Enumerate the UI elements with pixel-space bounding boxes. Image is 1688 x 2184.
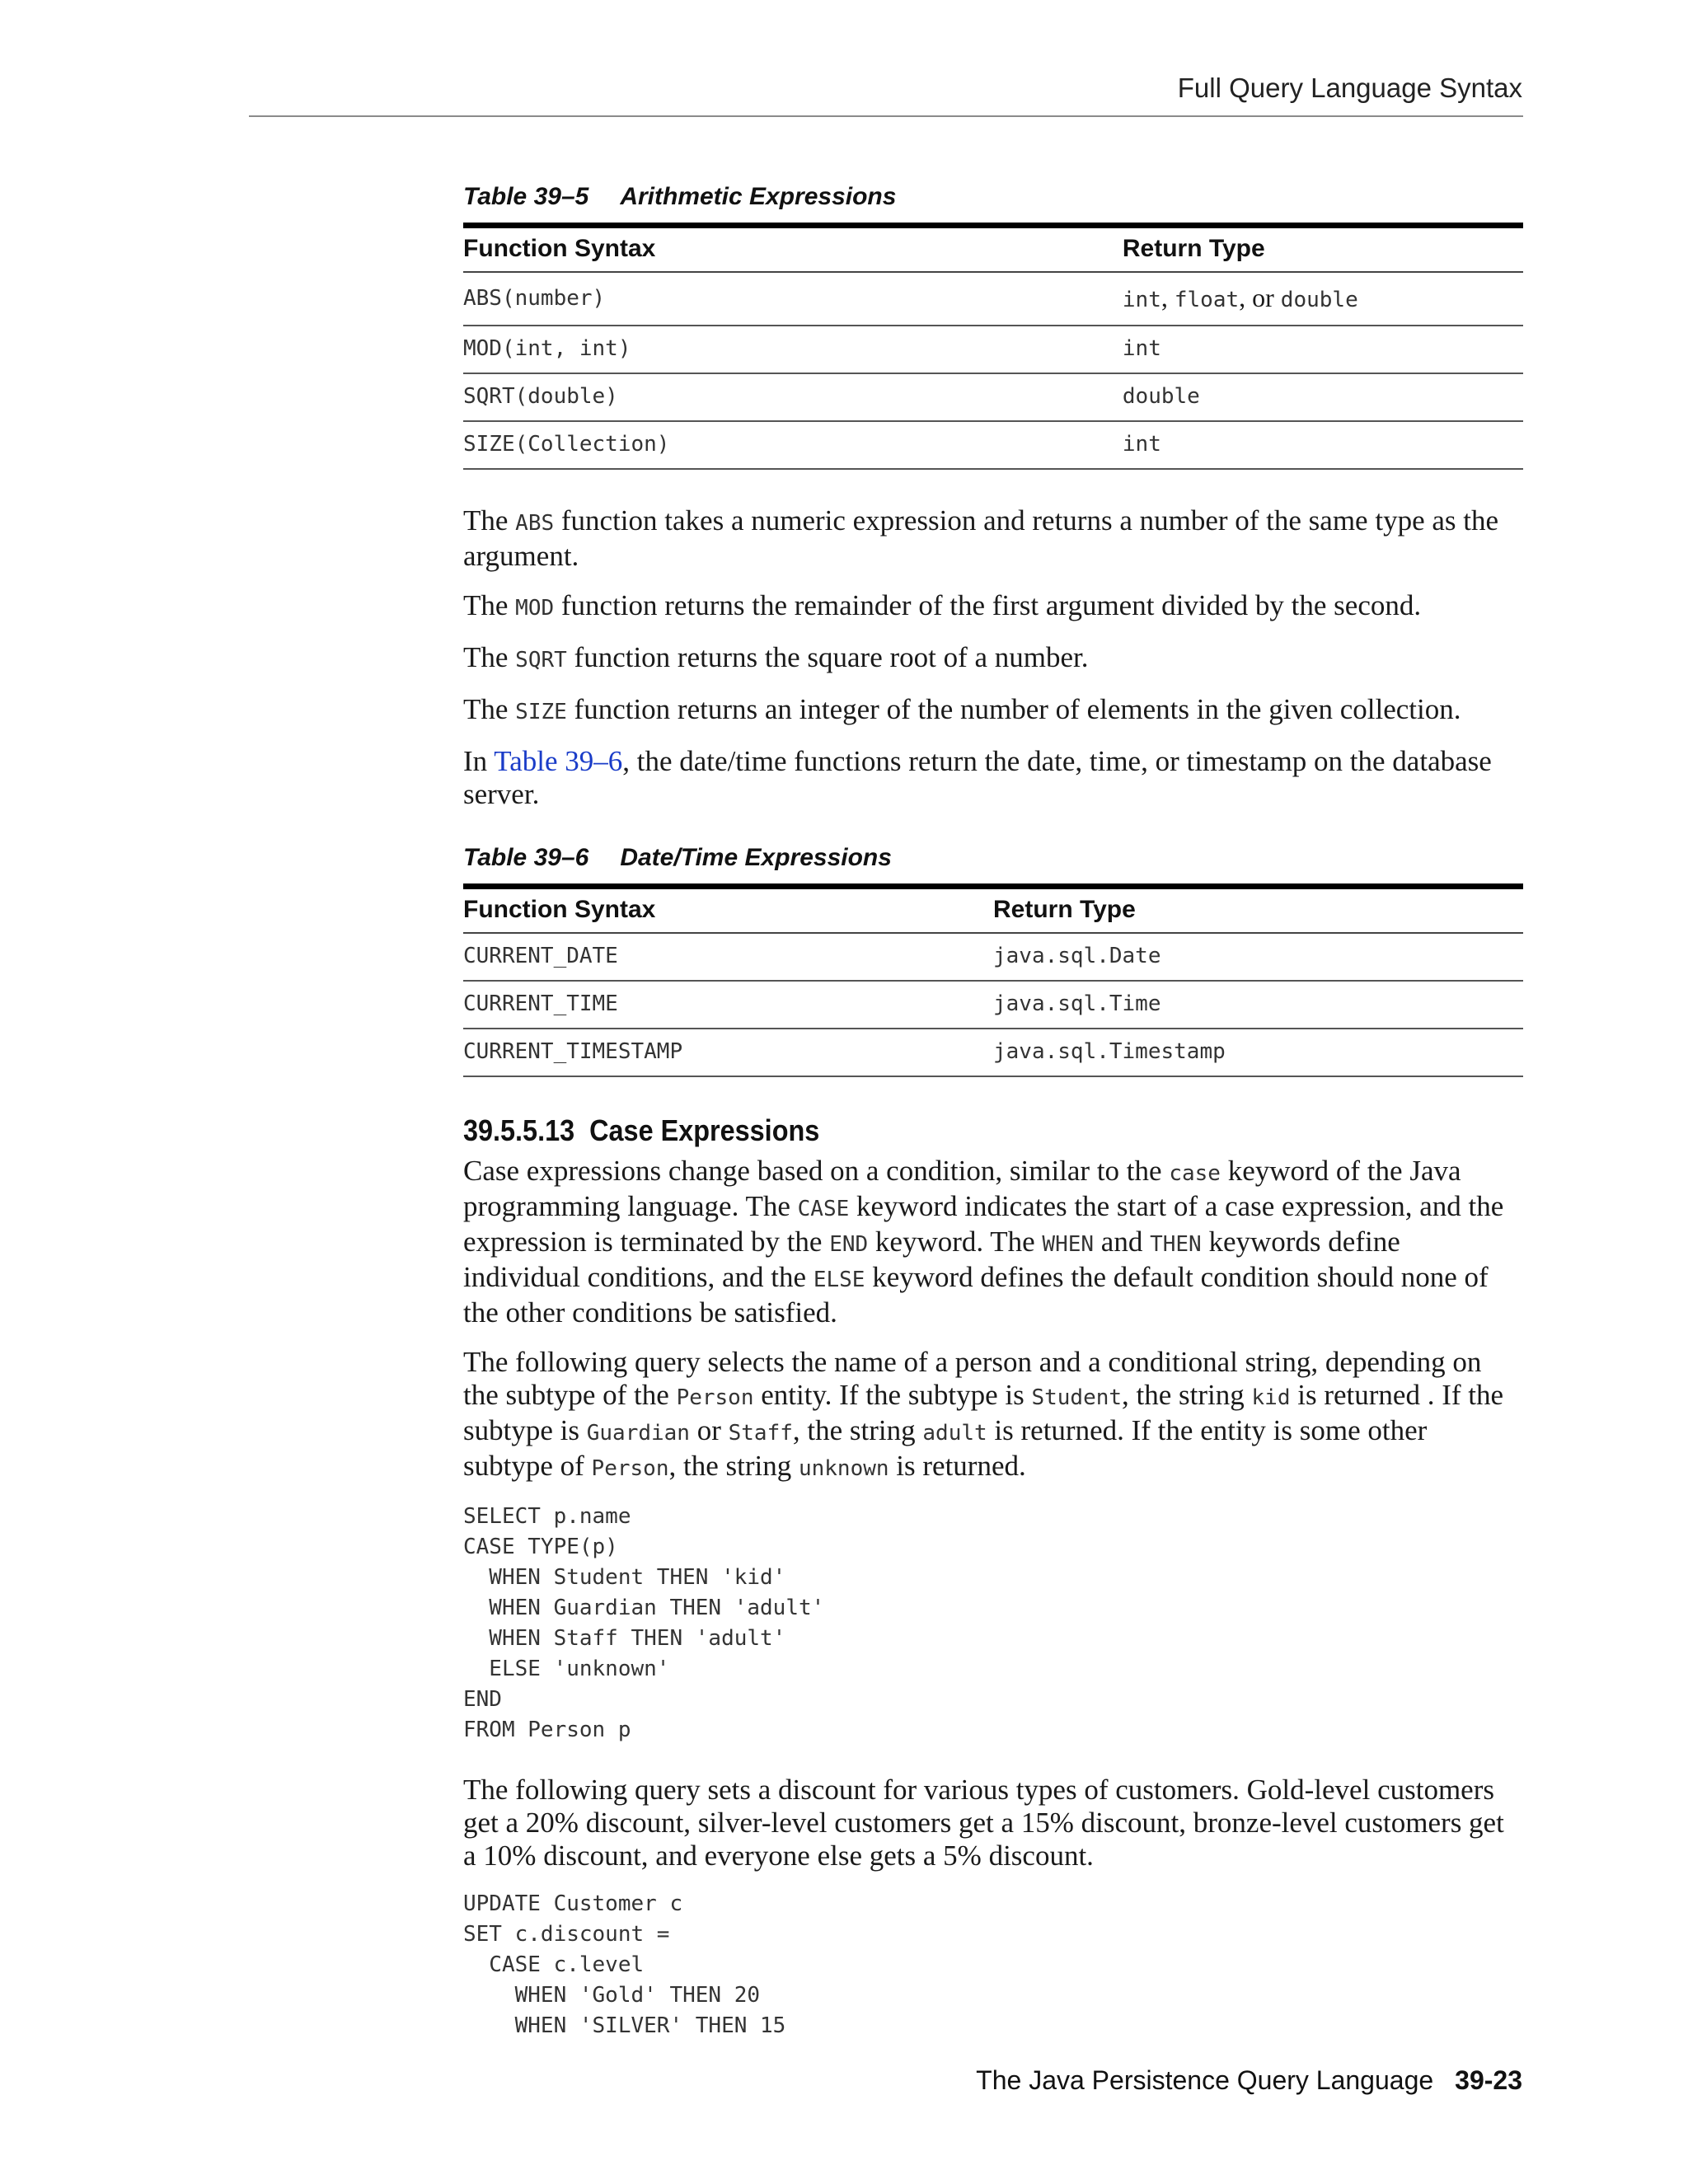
column-header-function-syntax: Function Syntax bbox=[463, 887, 993, 934]
text: is returned. If the entity is some other subtype of bbox=[463, 1414, 1428, 1482]
return-type-code: float bbox=[1174, 288, 1240, 312]
text: keyword of the Java programming language. The bbox=[463, 1155, 1461, 1222]
arithmetic-expressions-table bbox=[463, 223, 1523, 470]
running-header: Full Query Language Syntax bbox=[1177, 73, 1522, 103]
text: The following query selects the name of a person and a conditional string, depending on the subtype of the bbox=[463, 1346, 1482, 1411]
return-type-cell bbox=[1123, 272, 1523, 326]
table-row bbox=[463, 933, 1523, 981]
text: keyword indicates the start of a case expression, and the expression is terminated by the bbox=[463, 1190, 1504, 1258]
page-number: 39-23 bbox=[1455, 2065, 1522, 2095]
return-type-cell: java.sql.Timestamp bbox=[993, 1029, 1523, 1076]
table-row bbox=[463, 326, 1523, 373]
section-heading bbox=[463, 1113, 1417, 1148]
inline-code: Guardian bbox=[586, 1421, 690, 1446]
syntax-cell: CURRENT_DATE bbox=[463, 933, 993, 981]
text: , the string bbox=[792, 1414, 923, 1446]
header-rule bbox=[249, 115, 1523, 117]
return-type-cell: double bbox=[1123, 373, 1523, 421]
table-row bbox=[463, 373, 1523, 421]
page-content bbox=[463, 183, 1523, 2041]
case-query-code-block: SELECT p.name CASE TYPE(p) WHEN Student THEN 'kid' WHEN Guardian THEN 'adult' WHEN Staff THEN 'adult' ELSE 'unknown' END FROM Person p bbox=[463, 1504, 825, 1742]
text: or bbox=[689, 1414, 729, 1446]
return-type-code: int bbox=[1122, 288, 1161, 312]
text: , the date/time functions return the date, time, or timestamp on the database server. bbox=[463, 745, 1492, 810]
table-number: Table 39–6 bbox=[463, 844, 589, 871]
query2-paragraph: The following query sets a discount for various types of customers. Gold-level customers get a 20% discount, silver-level customers get a 15% discount, bronze-level customers get a 10% discount, and everyone else gets a 5% discount. bbox=[463, 1774, 1504, 1872]
return-type-cell: int bbox=[1123, 421, 1523, 469]
syntax-cell: MOD(int, int) bbox=[463, 326, 1123, 373]
footer-title: The Java Persistence Query Language bbox=[976, 2065, 1434, 2095]
size-paragraph bbox=[463, 693, 1523, 729]
text: keyword defines the default condition should none of the other conditions be satisfied. bbox=[463, 1261, 1489, 1329]
table-title: Arithmetic Expressions bbox=[620, 183, 897, 210]
text: function returns the square root of a number. bbox=[566, 641, 1089, 673]
inline-code: kid bbox=[1251, 1385, 1291, 1410]
syntax-cell: SIZE(Collection) bbox=[463, 421, 1123, 469]
inline-code: Student bbox=[1031, 1385, 1123, 1410]
text: keywords define individual conditions, and the bbox=[463, 1226, 1400, 1293]
inline-code: unknown bbox=[798, 1456, 889, 1481]
inline-code: SIZE bbox=[515, 700, 567, 724]
inline-code: MOD bbox=[515, 596, 555, 621]
text: function returns an integer of the number of elements in the given collection. bbox=[566, 693, 1461, 725]
syntax-cell: CURRENT_TIMESTAMP bbox=[463, 1029, 993, 1076]
text: In bbox=[463, 745, 495, 777]
mod-paragraph bbox=[463, 589, 1523, 625]
return-type-separator: , bbox=[1160, 283, 1175, 312]
column-header-function-syntax: Function Syntax bbox=[463, 226, 1123, 273]
inline-code: adult bbox=[922, 1421, 987, 1446]
text: is returned. bbox=[889, 1450, 1026, 1482]
inline-code: CASE bbox=[797, 1197, 850, 1221]
text: , the string bbox=[668, 1450, 799, 1482]
table-caption-39-5 bbox=[463, 183, 1523, 211]
case-paragraph bbox=[463, 1155, 1523, 1329]
table-caption-39-6 bbox=[463, 844, 1523, 872]
inline-code: Staff bbox=[728, 1421, 793, 1446]
table-header-row bbox=[463, 887, 1523, 934]
inline-code: Person bbox=[591, 1456, 669, 1481]
datetime-expressions-table bbox=[463, 883, 1523, 1077]
section-number: 39.5.5.13 bbox=[463, 1113, 575, 1147]
syntax-cell: CURRENT_TIME bbox=[463, 981, 993, 1029]
text: function takes a numeric expression and returns a number of the same type as the argument. bbox=[463, 504, 1499, 572]
return-type-cell: java.sql.Date bbox=[993, 933, 1523, 981]
return-type-separator: , or bbox=[1239, 283, 1281, 312]
table-header-row bbox=[463, 226, 1523, 273]
text: The bbox=[463, 589, 516, 621]
text: and bbox=[1094, 1226, 1151, 1258]
text: Case expressions change based on a condition, similar to the bbox=[463, 1155, 1170, 1187]
table-39-6-link[interactable]: Table 39–6 bbox=[494, 745, 623, 777]
text: is returned . If the subtype is bbox=[463, 1379, 1504, 1446]
abs-paragraph bbox=[463, 504, 1523, 573]
table-row bbox=[463, 1029, 1523, 1076]
inline-code: case bbox=[1169, 1161, 1221, 1186]
text: function returns the remainder of the first argument divided by the second. bbox=[554, 589, 1422, 621]
inline-code: THEN bbox=[1150, 1232, 1202, 1257]
return-type-cell: int bbox=[1123, 326, 1523, 373]
column-header-return-type: Return Type bbox=[1123, 226, 1523, 273]
return-type-code: double bbox=[1280, 288, 1358, 312]
text: The bbox=[463, 504, 516, 537]
inline-code: ELSE bbox=[813, 1268, 865, 1292]
column-header-return-type: Return Type bbox=[993, 887, 1523, 934]
table-number: Table 39–5 bbox=[463, 183, 589, 210]
syntax-cell: SQRT(double) bbox=[463, 373, 1123, 421]
inline-code: ABS bbox=[515, 511, 555, 536]
text: entity. If the subtype is bbox=[753, 1379, 1032, 1411]
query1-paragraph bbox=[463, 1346, 1523, 1485]
running-footer bbox=[976, 2065, 1522, 2096]
table-row bbox=[463, 272, 1523, 326]
text: , the string bbox=[1122, 1379, 1252, 1411]
return-type-cell: java.sql.Time bbox=[993, 981, 1523, 1029]
inline-code: END bbox=[829, 1232, 869, 1257]
discount-update-code-block: UPDATE Customer c SET c.discount = CASE c.level WHEN 'Gold' THEN 20 WHEN 'SILVER' THEN 15 bbox=[463, 1891, 786, 2038]
inline-code: Person bbox=[676, 1385, 754, 1410]
inline-code: WHEN bbox=[1042, 1232, 1095, 1257]
text: The bbox=[463, 641, 516, 673]
table-title: Date/Time Expressions bbox=[620, 844, 892, 871]
section-title: Case Expressions bbox=[589, 1113, 820, 1147]
datetime-paragraph bbox=[463, 745, 1523, 811]
table-row bbox=[463, 981, 1523, 1029]
table-row bbox=[463, 421, 1523, 469]
sqrt-paragraph bbox=[463, 641, 1523, 677]
inline-code: SQRT bbox=[515, 648, 567, 673]
text: keyword. The bbox=[868, 1226, 1043, 1258]
syntax-cell: ABS(number) bbox=[463, 272, 1123, 326]
text: The bbox=[463, 693, 516, 725]
